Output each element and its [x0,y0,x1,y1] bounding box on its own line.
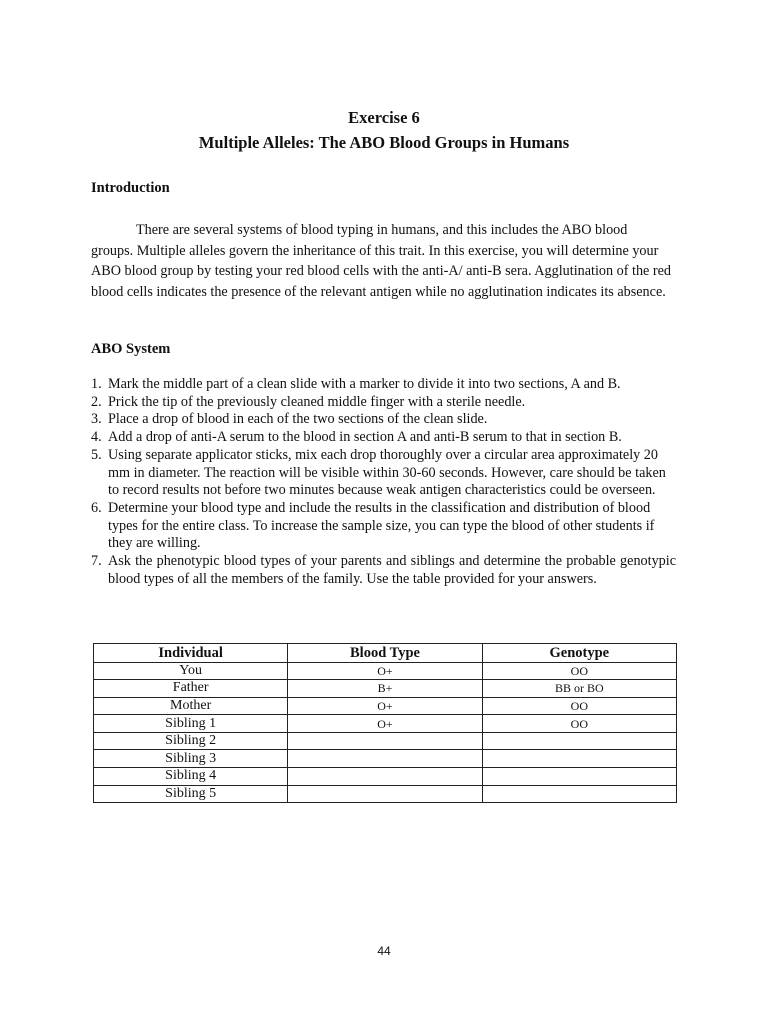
header-blood-type: Blood Type [288,644,482,663]
table-row [94,662,677,680]
table-row [94,697,677,715]
procedure-step [91,376,676,394]
cell-genotype [482,732,676,750]
table-header-row [94,644,677,663]
introduction-paragraph [91,220,671,302]
page-number: 44 [377,944,391,958]
cell-individual: You [94,662,288,680]
cell-genotype [482,768,676,786]
cell-individual: Sibling 4 [94,768,288,786]
procedure-step [91,411,676,429]
step-text: Using separate applicator sticks, mix each drop thoroughly over a circular area approximately 20 mm in diameter. The reaction will be visible within 30-60 seconds. However, care should be taken to record results not before two minutes because weak antigen characteristics could be overseen. [108,446,666,499]
cell-genotype [482,750,676,768]
step-text: Determine your blood type and include the results in the classification and distribution of blood types for the entire class. To increase the sample size, you can type the blood of other students if they are willing. [108,499,655,552]
step-text: Add a drop of anti-A serum to the blood in section A and anti-B serum to that in section B. [108,429,622,446]
cell-individual: Mother [94,697,288,715]
table-row [94,680,677,698]
cell-individual: Sibling 1 [94,715,288,733]
procedure-step [91,429,676,447]
step-number: 2. [91,393,102,410]
table-row [94,750,677,768]
step-number: 7. [91,553,102,570]
procedure-step [91,394,676,412]
cell-individual: Sibling 3 [94,750,288,768]
cell-blood-type [288,750,482,768]
table-row [94,715,677,733]
cell-genotype: BB or BO [482,680,676,698]
cell-blood-type [288,768,482,786]
cell-genotype [482,785,676,803]
step-text: Mark the middle part of a clean slide with a marker to divide it into two sections, A and B. [108,376,621,392]
header-genotype: Genotype [482,644,676,663]
step-text: Place a drop of blood in each of the two sections of the clean slide. [108,411,488,428]
introduction-heading: Introduction [91,180,170,196]
step-number: 6. [91,499,102,516]
header-individual: Individual [94,644,288,663]
procedure-step [91,500,676,553]
cell-blood-type [288,785,482,803]
cell-individual: Sibling 2 [94,732,288,750]
table-row [94,785,677,803]
exercise-number: Exercise 6 [348,108,420,127]
exercise-title: Multiple Alleles: The ABO Blood Groups in Humans [198,133,570,152]
cell-blood-type [288,732,482,750]
step-number: 4. [91,429,102,446]
cell-genotype: OO [482,697,676,715]
procedure-step [91,553,676,588]
step-number: 3. [91,411,102,428]
table-row [94,768,677,786]
introduction-text: There are several systems of blood typing in humans, and this includes the ABO blood groups. Multiple alleles govern the inheritance of this trait. In this exercise, you will determine your ABO blood group by testing your red blood cells with the anti-A/ anti-B sera. Agglutination of the red blood cells indicates the presence of the relevant antigen while no agglutination indicates its absence. [91,222,672,300]
step-number: 5. [91,446,102,463]
step-text: Prick the tip of the previously cleaned middle finger with a sterile needle. [108,393,526,410]
procedure-steps [91,376,676,588]
cell-genotype: OO [482,715,676,733]
cell-individual: Father [94,680,288,698]
cell-genotype: OO [482,662,676,680]
cell-blood-type: B+ [288,680,482,698]
cell-blood-type: O+ [288,662,482,680]
table-row [94,732,677,750]
step-number: 1. [91,376,102,392]
abo-system-heading: ABO System [91,341,171,357]
procedure-step [91,447,676,500]
cell-individual: Sibling 5 [94,785,288,803]
cell-blood-type: O+ [288,697,482,715]
cell-blood-type: O+ [288,715,482,733]
family-blood-type-table [93,643,677,803]
step-text: Ask the phenotypic blood types of your parents and siblings and determine the probable genotypic blood types of all the members of the family. Use the table provided for your answers. [108,553,676,587]
